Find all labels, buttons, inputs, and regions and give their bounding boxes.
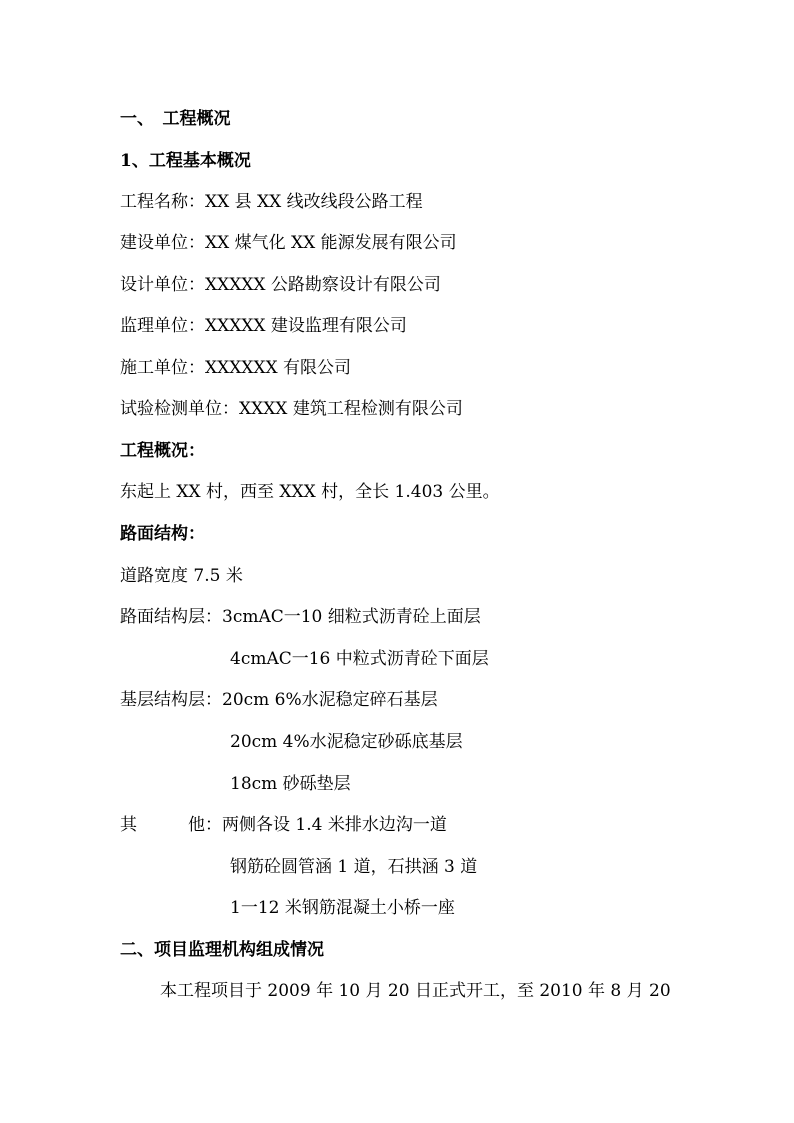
- contractor-line: 施工单位：XXXXXX 有限公司: [120, 358, 352, 378]
- overview-label: 工程概况：: [120, 441, 205, 461]
- base-layer-2: 20cm 4%水泥稳定砂砾底基层: [230, 732, 463, 752]
- section-1-1-heading: 1、工程基本概况: [120, 151, 251, 171]
- owner-line: 建设单位：XX 煤气化 XX 能源发展有限公司: [120, 233, 457, 253]
- section-1-heading: 一、 工程概况: [120, 109, 231, 129]
- section-2-paragraph: 本工程项目于 2009 年 10 月 20 日正式开工，至 2010 年 8 月 20: [160, 981, 671, 1001]
- base-layer-3: 18cm 砂砾垫层: [230, 774, 351, 794]
- testing-line: 试验检测单位：XXXX 建筑工程检测有限公司: [120, 399, 463, 419]
- section-2-heading: 二、项目监理机构组成情况: [120, 940, 324, 960]
- other-line-2: 钢筋砼圆管涵 1 道，石拱涵 3 道: [230, 857, 478, 877]
- base-layer-1: 基层结构层：20cm 6%水泥稳定碎石基层: [120, 690, 438, 710]
- designer-line: 设计单位：XXXXX 公路勘察设计有限公司: [120, 275, 441, 295]
- supervisor-line: 监理单位：XXXXX 建设监理有限公司: [120, 316, 407, 336]
- surface-layer-1: 路面结构层：3cmAC一10 细粒式沥青砼上面层: [120, 607, 481, 627]
- project-name-line: 工程名称：XX 县 XX 线改线段公路工程: [120, 192, 423, 212]
- overview-text: 东起上 XX 村，西至 XXX 村，全长 1.403 公里。: [120, 482, 500, 502]
- road-width-line: 道路宽度 7.5 米: [120, 566, 243, 586]
- surface-layer-2: 4cmAC一16 中粒式沥青砼下面层: [230, 649, 489, 669]
- other-line-3: 1一12 米钢筋混凝土小桥一座: [230, 898, 455, 918]
- pavement-label: 路面结构：: [120, 524, 205, 544]
- other-line-1: 其 他：两侧各设 1.4 米排水边沟一道: [120, 815, 447, 835]
